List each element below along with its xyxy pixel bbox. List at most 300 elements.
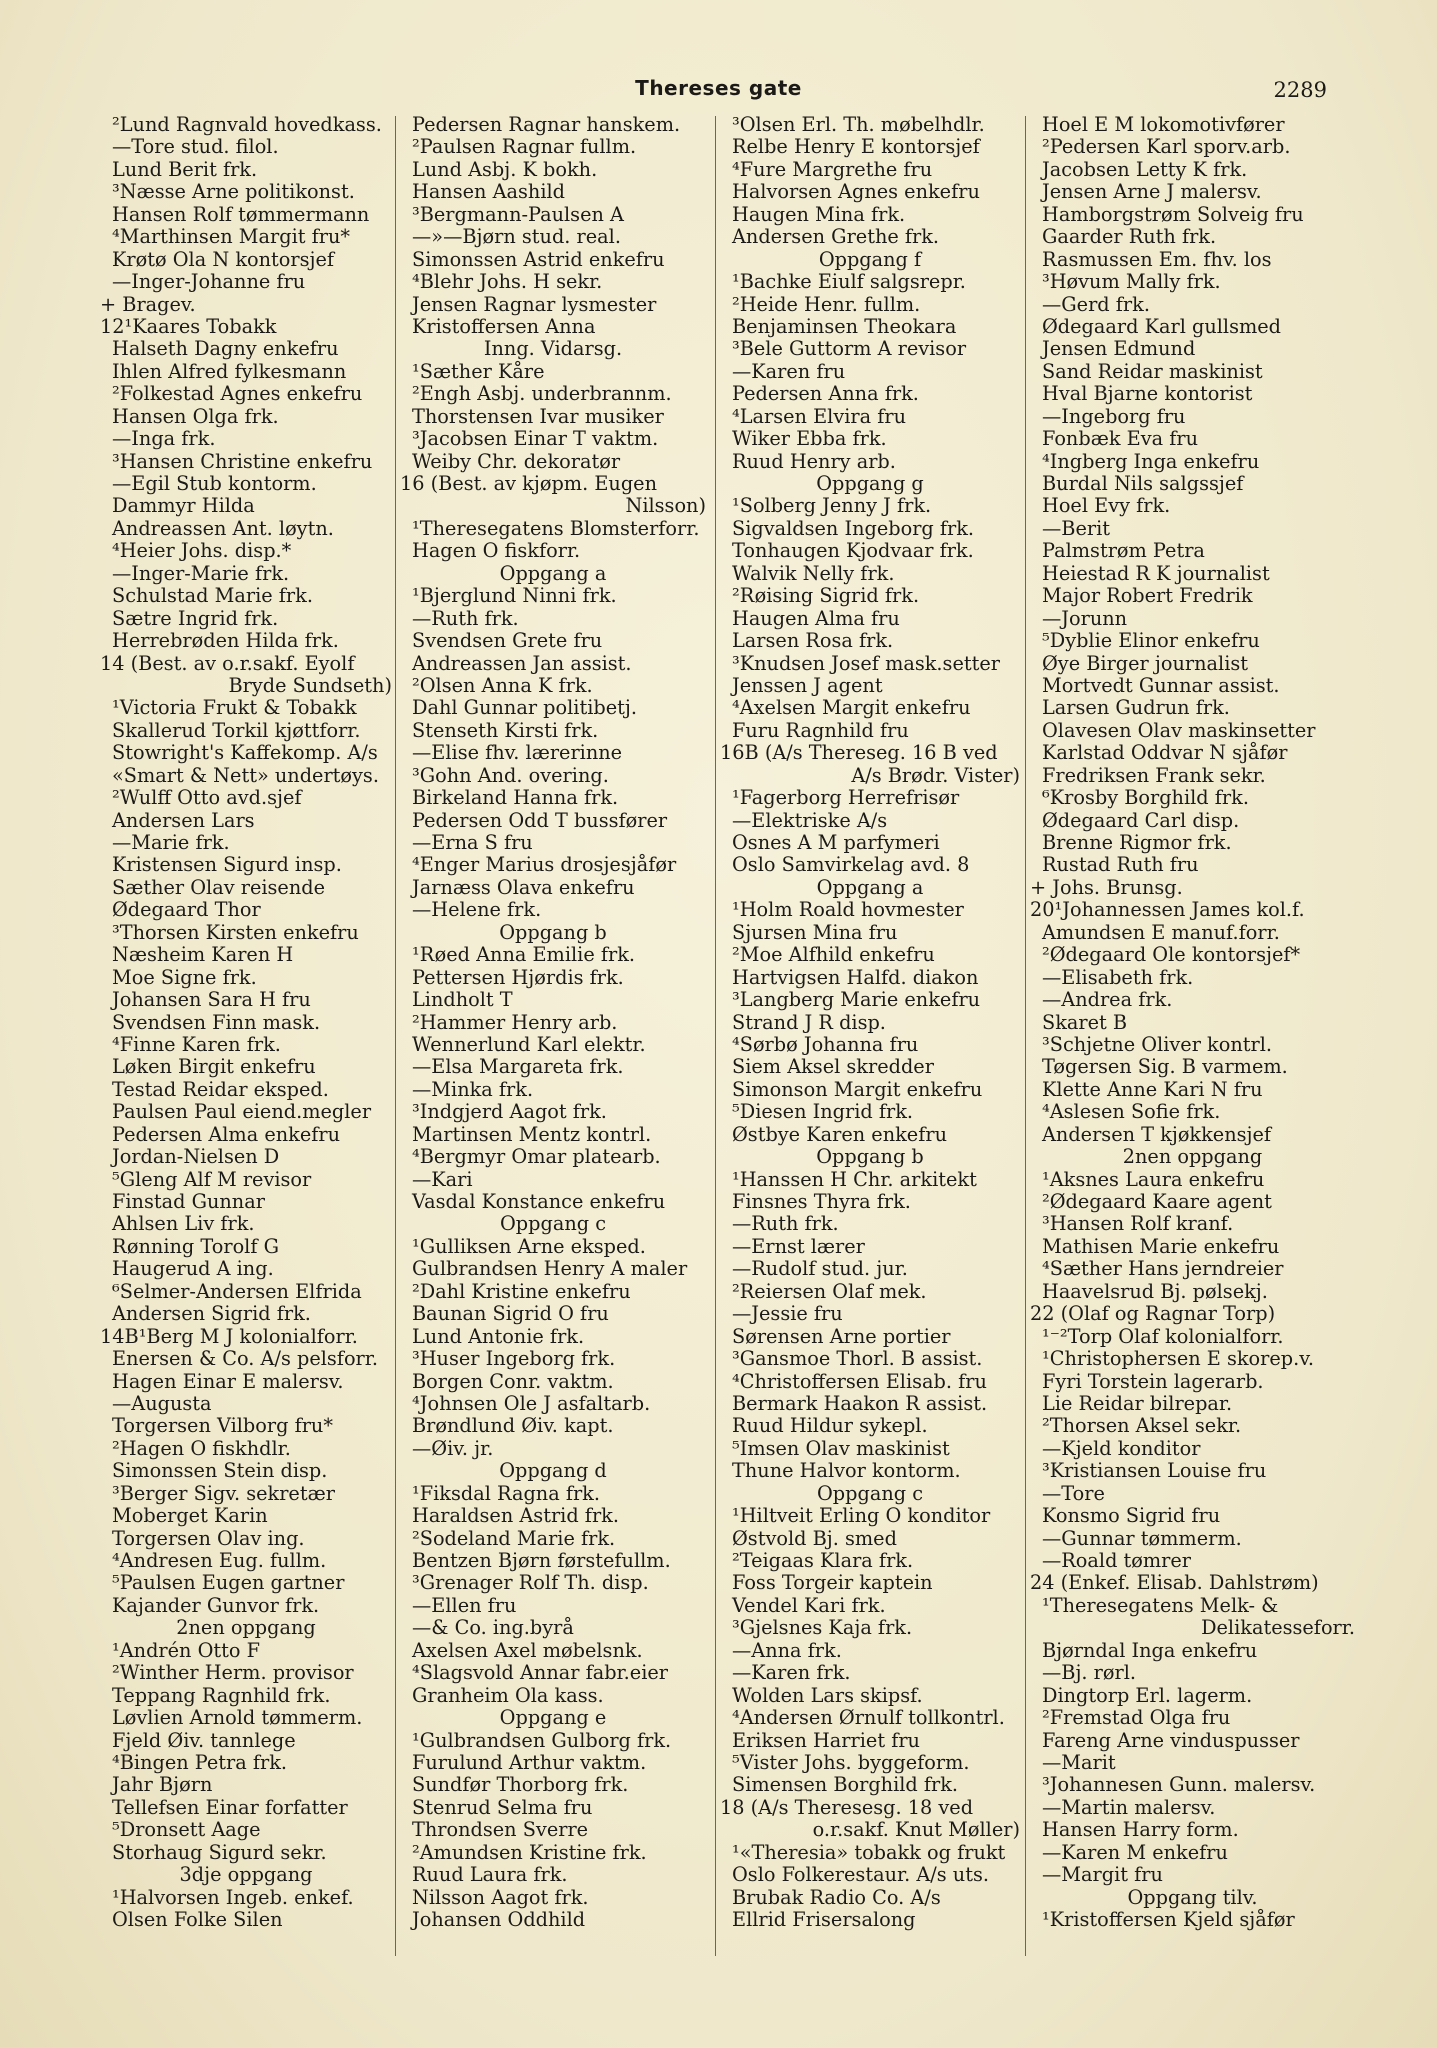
directory-entry: Nilsson Aagot frk.	[412, 1885, 589, 1909]
directory-entry: ³Grenager Rolf Th. disp.	[412, 1571, 649, 1595]
directory-entry: Nilsson)	[625, 494, 706, 518]
directory-entry: Hansen Aashild	[412, 180, 565, 204]
directory-entry: 12¹Kaares Tobakk	[100, 314, 277, 338]
directory-entry: Wiker Ebba frk.	[732, 427, 887, 451]
directory-entry: Rønning Torolf G	[112, 1234, 280, 1258]
directory-entry: ³Hansen Rolf kranf.	[1042, 1212, 1234, 1236]
directory-entry: Brubak Radio Co. A/s	[732, 1885, 941, 1909]
directory-entry: ¹Theresegatens Melk- &	[1042, 1593, 1279, 1617]
directory-entry: Oslo Samvirkelag avd. 8	[732, 853, 970, 877]
directory-entry: ¹Solberg Jenny J frk.	[732, 494, 932, 518]
directory-entry: Oppgang f	[818, 247, 922, 271]
directory-entry: Pedersen Alma enkefru	[112, 1122, 341, 1146]
directory-entry: Teppang Ragnhild frk.	[112, 1683, 331, 1707]
directory-entry: Hansen Olga frk.	[112, 404, 279, 428]
directory-entry: ¹⁻²Torp Olaf kolonialforr.	[1042, 1324, 1284, 1348]
directory-entry: ³Langberg Marie enkefru	[732, 988, 981, 1012]
directory-entry: Oppgang d	[499, 1459, 607, 1483]
directory-entry: —Martin malersv.	[1042, 1795, 1216, 1819]
directory-entry: Jenssen J agent	[732, 673, 883, 697]
directory-entry: Furulund Arthur vaktm.	[412, 1750, 647, 1774]
page-title: Thereses gate	[635, 76, 802, 100]
directory-entry: Bermark Haakon R assist.	[732, 1391, 988, 1415]
directory-entry: Stenrud Selma fru	[412, 1795, 593, 1819]
directory-entry: ⁶Krosby Borghild frk.	[1042, 786, 1249, 810]
directory-entry: ⁴Axelsen Margit enkefru	[732, 696, 971, 720]
directory-entry: Pedersen Ragnar hanskem.	[412, 114, 681, 136]
directory-entry: ³Schjetne Oliver kontrl.	[1042, 1032, 1273, 1056]
page-number: 2289	[1273, 78, 1327, 102]
directory-entry: —Elsa Margareta frk.	[412, 1055, 624, 1079]
directory-entry: ²Winther Herm. provisor	[112, 1661, 354, 1685]
directory-entry: ³Gjelsnes Kaja frk.	[732, 1616, 913, 1640]
directory-entry: Ahlsen Liv frk.	[112, 1212, 255, 1236]
directory-entry: Thorstensen Ivar musiker	[412, 404, 664, 428]
directory-entry: Weiby Chr. dekoratør	[412, 449, 621, 473]
directory-entry: ⁴Slagsvold Annar fabr.eier	[412, 1661, 668, 1685]
directory-entry: ⁴Blehr Johs. H sekr.	[412, 270, 603, 294]
directory-entry: Foss Torgeir kaptein	[732, 1571, 933, 1595]
directory-entry: 3dje oppgang	[179, 1863, 313, 1887]
directory-entry: Kristensen Sigurd insp.	[112, 853, 342, 877]
directory-entry: Andersen Grethe frk.	[732, 225, 940, 249]
directory-entry: Haavelsrud Bj. pølsekj.	[1042, 1279, 1268, 1303]
directory-entry: ⁵Dronsett Aage	[112, 1818, 261, 1842]
directory-entry: ²Hammer Henry arb.	[412, 1010, 618, 1034]
directory-entry: Fareng Arne vinduspusser	[1042, 1728, 1300, 1752]
directory-entry: Gaarder Ruth frk.	[1042, 225, 1217, 249]
directory-entry: Haugen Mina frk.	[732, 202, 906, 226]
directory-entry: Amundsen E manuf.forr.	[1042, 920, 1280, 944]
directory-entry: ⁵Imsen Olav maskinist	[732, 1436, 950, 1460]
directory-entry: Granheim Ola kass.	[412, 1683, 604, 1707]
directory-entry: ⁴Andersen Ørnulf tollkontrl.	[732, 1706, 1005, 1730]
directory-entry: 2nen oppgang	[1122, 1145, 1263, 1169]
directory-entry: —Egil Stub kontorm.	[112, 472, 317, 495]
directory-entry: Ruud Henry arb.	[732, 449, 896, 473]
directory-entry: Hagen Einar E malersv.	[112, 1369, 344, 1393]
directory-entry: Vendel Kari frk.	[732, 1593, 886, 1617]
directory-entry: Løvlien Arnold tømmerm.	[112, 1706, 363, 1730]
directory-entry: ³Kristiansen Louise fru	[1042, 1459, 1267, 1483]
directory-entry: ²Teigaas Klara frk.	[732, 1549, 914, 1572]
directory-entry: —Elektriske A/s	[732, 808, 888, 832]
directory-entry: Fonbæk Eva fru	[1042, 427, 1198, 451]
directory-entry: Inng. Vidarsg.	[483, 337, 623, 361]
directory-entry: Olsen Folke Silen	[112, 1908, 283, 1931]
directory-entry: —Roald tømrer	[1042, 1549, 1192, 1572]
directory-entry: ²Sodeland Marie frk.	[412, 1526, 616, 1550]
directory-entry: —Helene frk.	[412, 898, 542, 922]
directory-entry: ³Olsen Erl. Th. møbelhdlr.	[732, 114, 985, 136]
directory-entry: ²Paulsen Ragnar fullm.	[412, 135, 637, 159]
directory-entry: Rasmussen Em. fhv. los	[1042, 247, 1272, 271]
column-4	[1030, 114, 1355, 1959]
directory-entry: o.r.sakf. Knut Møller)	[812, 1818, 1020, 1842]
directory-entry: Næsheim Karen H	[112, 943, 294, 967]
directory-entry: Ruud Hildur sykepl.	[732, 1414, 928, 1438]
directory-entry: —Karen M enkefru	[1042, 1840, 1228, 1864]
directory-entry: Pettersen Hjørdis frk.	[412, 965, 624, 989]
directory-entry: Sørensen Arne portier	[732, 1324, 951, 1348]
directory-entry: Simonson Margit enkefru	[732, 1077, 983, 1101]
directory-entry: —Inga frk.	[112, 427, 216, 451]
directory-entry: 14B¹Berg M J kolonialforr.	[100, 1324, 358, 1348]
directory-entry: Sigvaldsen Ingeborg frk.	[732, 516, 975, 540]
directory-entry: —Gerd frk.	[1042, 292, 1150, 316]
directory-entry: Konsmo Sigrid fru	[1042, 1504, 1221, 1528]
column-3	[720, 114, 1020, 1959]
directory-entry: Oppgang tilv.	[1127, 1885, 1258, 1909]
directory-columns	[100, 114, 1355, 1959]
directory-entry: ³Johannesen Gunn. malersv.	[1042, 1773, 1316, 1797]
directory-entry: ¹Hanssen H Chr. arkitekt	[732, 1167, 977, 1191]
directory-entry: Larsen Gudrun frk.	[1042, 696, 1230, 720]
directory-entry: Jarnæss Olava enkefru	[412, 875, 635, 899]
directory-entry: Wennerlund Karl elektr.	[412, 1032, 646, 1056]
directory-entry: Oslo Folkerestaur. A/s uts.	[732, 1863, 989, 1887]
directory-entry: Hansen Harry form.	[1042, 1818, 1239, 1842]
directory-entry: ⁴Aslesen Sofie frk.	[1042, 1100, 1221, 1124]
directory-entry: —& Co. ing.byrå	[412, 1616, 574, 1640]
directory-entry: Hoel Evy frk.	[1042, 494, 1171, 518]
directory-entry: —Marie frk.	[112, 831, 230, 854]
directory-entry: Hansen Rolf tømmermann	[112, 202, 370, 226]
directory-entry: Relbe Henry E kontorsjef	[732, 135, 980, 159]
directory-entry: Lie Reidar bilrepar.	[1042, 1391, 1233, 1415]
directory-entry: —Øiv. jr.	[412, 1436, 494, 1460]
directory-entry: 16 (Best. av kjøpm. Eugen	[400, 472, 658, 495]
directory-entry: ²Ødegaard Ole kontorsjef*	[1042, 943, 1301, 967]
directory-entry: —Elise fhv. lærerinne	[412, 741, 623, 765]
column-2	[400, 114, 706, 1959]
directory-entry: Jensen Edmund	[1042, 337, 1196, 361]
directory-entry: ⁴Bingen Petra frk.	[112, 1750, 288, 1774]
directory-entry: Skaret B	[1042, 1010, 1128, 1034]
directory-entry: ²Wulff Otto avd.sjef	[112, 786, 302, 810]
directory-entry: ²Heide Henr. fullm.	[732, 292, 921, 316]
directory-entry: ¹Halvorsen Ingeb. enkef.	[112, 1885, 354, 1909]
directory-entry: Lund Berit frk.	[112, 157, 258, 181]
directory-entry: Schulstad Marie frk.	[112, 584, 313, 608]
directory-entry: Hamborgstrøm Solveig fru	[1042, 202, 1304, 226]
directory-entry: Oppgang b	[816, 1145, 924, 1169]
directory-entry: ³Høvum Mally frk.	[1042, 270, 1221, 294]
directory-entry: ⁴Ingberg Inga enkefru	[1042, 449, 1260, 473]
directory-entry: Svendsen Grete fru	[412, 629, 603, 653]
directory-entry: —Anna frk.	[732, 1638, 842, 1662]
directory-entry: Jahr Bjørn	[112, 1773, 213, 1797]
directory-entry: A/s Brødr. Vister)	[851, 763, 1020, 787]
directory-entry: Axelsen Axel møbelsnk.	[412, 1638, 643, 1662]
directory-entry: —Ernst lærer	[732, 1234, 865, 1258]
directory-entry: Jensen Ragnar lysmester	[412, 292, 657, 316]
directory-entry: ²Amundsen Kristine frk.	[412, 1840, 647, 1864]
directory-entry: ³Indgjerd Aagot frk.	[412, 1100, 607, 1124]
directory-entry: ⁴Bergmyr Omar platearb.	[412, 1145, 661, 1169]
directory-entry: ⁵Paulsen Eugen gartner	[112, 1571, 345, 1595]
directory-entry: —Andrea frk.	[1042, 988, 1173, 1012]
directory-entry: ⁴Heier Johs. disp.*	[112, 539, 292, 563]
directory-entry: Finsnes Thyra frk.	[732, 1190, 911, 1213]
directory-entry: Tøgersen Sig. B varmem.	[1042, 1055, 1288, 1079]
directory-entry: —Karen frk.	[732, 1661, 851, 1685]
directory-entry: Birkeland Hanna frk.	[412, 786, 619, 810]
directory-entry: ²Lund Ragnvald hovedkass.	[112, 114, 382, 136]
directory-entry: Løken Birgit enkefru	[112, 1055, 316, 1079]
directory-entry: Hartvigsen Halfd. diakon	[732, 965, 979, 989]
directory-entry: —Ingeborg fru	[1042, 404, 1186, 428]
directory-entry: —»—Bjørn stud. real.	[412, 225, 621, 249]
directory-entry: ⁵Dyblie Elinor enkefru	[1042, 629, 1260, 653]
directory-entry: Delikatesseforr.	[1201, 1616, 1355, 1640]
directory-entry: Lindholt T	[412, 988, 513, 1012]
directory-entry: Lund Asbj. K bokh.	[412, 157, 598, 181]
directory-entry: ⁴Fure Margrethe fru	[732, 157, 933, 181]
directory-entry: ³Bergmann-Paulsen A	[412, 202, 624, 226]
directory-entry: ³Huser Ingeborg frk.	[412, 1347, 616, 1371]
directory-entry: —Karen fru	[732, 359, 846, 383]
directory-entry: ¹Fiksdal Ragna frk.	[412, 1481, 600, 1505]
directory-entry: ⁵Gleng Alf M revisor	[112, 1167, 312, 1191]
directory-entry: ¹«Theresia» tobakk og frukt	[732, 1840, 1006, 1864]
directory-entry: Oppgang c	[816, 1481, 924, 1505]
directory-entry: ¹Fagerborg Herrefrisør	[732, 786, 960, 810]
directory-entry: Mortvedt Gunnar assist.	[1042, 673, 1280, 697]
directory-entry: Tellefsen Einar forfatter	[112, 1795, 348, 1819]
directory-entry: Andreassen Ant. løytn.	[112, 516, 334, 540]
directory-entry: Ruud Laura frk.	[412, 1863, 568, 1887]
directory-entry: —Jessie fru	[732, 1302, 843, 1326]
directory-entry: Jensen Arne J malersv.	[1042, 180, 1262, 204]
directory-entry: ¹Sæther Kåre	[412, 359, 545, 383]
directory-entry: ¹Holm Roald hovmester	[732, 898, 964, 922]
directory-entry: Ødegaard Carl disp.	[1042, 808, 1240, 832]
directory-entry: Dahl Gunnar politibetj.	[412, 696, 637, 720]
directory-entry: Moe Signe frk.	[112, 965, 257, 989]
directory-entry: Simensen Borghild frk.	[732, 1773, 959, 1797]
directory-entry: —Tore stud. filol.	[112, 135, 279, 159]
directory-entry: —Bj. rørl.	[1042, 1661, 1137, 1685]
directory-entry: ³Berger Sigv. sekretær	[112, 1481, 335, 1505]
directory-entry: ⁴Enger Marius drosjesjåfør	[412, 853, 677, 877]
directory-entry: Jacobsen Letty K frk.	[1042, 157, 1248, 181]
directory-entry: Johansen Sara H fru	[112, 988, 311, 1012]
directory-entry: Torgersen Vilborg fru*	[112, 1414, 333, 1438]
directory-entry: ¹Christophersen E skorep.v.	[1042, 1347, 1314, 1371]
directory-entry: Hval Bjarne kontorist	[1042, 382, 1253, 406]
directory-entry: Skallerud Torkil kjøttforr.	[112, 718, 361, 742]
directory-entry: —Ruth frk.	[732, 1212, 839, 1236]
directory-entry: Krøtø Ola N kontorsjef	[112, 247, 335, 271]
directory-entry: —Margit fru	[1042, 1863, 1163, 1887]
directory-entry: —Kjeld konditor	[1042, 1436, 1201, 1460]
directory-entry: Andreassen Jan assist.	[412, 651, 632, 675]
directory-entry: ²Fremstad Olga fru	[1042, 1706, 1231, 1730]
directory-entry: ²Røising Sigrid frk.	[732, 584, 920, 608]
directory-entry: 2nen oppgang	[176, 1616, 316, 1640]
directory-entry: Simonssen Stein disp.	[112, 1459, 328, 1483]
directory-entry: Sjursen Mina fru	[732, 920, 898, 944]
directory-entry: —Jorunn	[1042, 606, 1128, 630]
directory-entry: Østbye Karen enkefru	[732, 1122, 947, 1146]
directory-entry: ²Thorsen Aksel sekr.	[1042, 1414, 1242, 1438]
directory-entry: Sand Reidar maskinist	[1042, 359, 1263, 383]
directory-entry: ⁴Sæther Hans jerndreier	[1042, 1257, 1284, 1281]
directory-entry: Simonssen Astrid enkefru	[412, 247, 665, 271]
directory-entry: + Johs. Brunsg.	[1030, 875, 1183, 899]
directory-entry: ³Gohn And. overing.	[412, 763, 609, 787]
directory-entry: —Gunnar tømmerm.	[1042, 1526, 1242, 1550]
directory-entry: ¹Gulliksen Arne eksped.	[412, 1234, 646, 1258]
directory-entry: —Rudolf stud. jur.	[732, 1257, 908, 1281]
directory-entry: Fyri Torstein lagerarb.	[1042, 1369, 1264, 1393]
directory-entry: Heiestad R K journalist	[1042, 561, 1270, 585]
directory-entry: Thune Halvor kontorm.	[732, 1459, 961, 1483]
directory-entry: Lund Antonie frk.	[412, 1324, 585, 1348]
directory-entry: Pedersen Anna frk.	[732, 382, 919, 406]
directory-entry: —Ruth frk.	[412, 606, 519, 630]
directory-entry: Halseth Dagny enkefru	[112, 337, 339, 361]
directory-entry: ³Jacobsen Einar T vaktm.	[412, 427, 659, 451]
directory-entry: Østvold Bj. smed	[732, 1526, 897, 1550]
directory-entry: Mathisen Marie enkefru	[1042, 1234, 1280, 1258]
directory-entry: ⁴Sørbø Johanna fru	[732, 1032, 919, 1056]
directory-entry: Testad Reidar eksped.	[112, 1077, 329, 1101]
directory-entry: Paulsen Paul eiend.megler	[112, 1100, 372, 1124]
directory-entry: —Marit	[1042, 1750, 1116, 1774]
directory-entry: —Augusta	[112, 1391, 212, 1415]
directory-entry: Stowright's Kaffekomp. A/s	[112, 741, 378, 765]
directory-entry: Ødegaard Thor	[112, 898, 261, 922]
directory-entry: Haugerud A ing.	[112, 1257, 274, 1281]
directory-entry: Walvik Nelly frk.	[732, 561, 895, 585]
directory-entry: Andersen Sigrid frk.	[112, 1302, 311, 1326]
directory-entry: Pedersen Odd T bussfører	[412, 808, 668, 832]
directory-entry: Oppgang a	[499, 561, 607, 585]
directory-entry: ¹Andrén Otto F	[112, 1638, 261, 1662]
directory-entry: Jordan-Nielsen D	[112, 1145, 280, 1169]
directory-entry: —Elisabeth frk.	[1042, 965, 1194, 989]
directory-entry: Brenne Rigmor frk.	[1042, 831, 1232, 854]
directory-entry: Ødegaard Karl gullsmed	[1042, 314, 1282, 338]
directory-entry: Svendsen Finn mask.	[112, 1010, 321, 1034]
directory-entry: Burdal Nils salgssjef	[1042, 472, 1244, 495]
directory-entry: —Ellen fru	[412, 1593, 517, 1617]
directory-entry: Haugen Alma fru	[732, 606, 900, 630]
directory-entry: ⁴Finne Karen frk.	[112, 1032, 281, 1056]
directory-entry: Sæther Olav reisende	[112, 875, 326, 899]
directory-entry: ¹Kristoffersen Kjeld sjåfør	[1042, 1908, 1295, 1931]
directory-entry: Finstad Gunnar	[112, 1190, 265, 1213]
directory-entry: 18 (A/s Theresesg. 18 ved	[720, 1795, 974, 1819]
directory-entry: ⁴Johnsen Ole J asfaltarb.	[412, 1391, 651, 1415]
directory-entry: 14 (Best. av o.r.sakf. Eyolf	[100, 651, 355, 675]
directory-entry: ³Gansmoe Thorl. B assist.	[732, 1347, 983, 1371]
directory-entry: Klette Anne Kari N fru	[1042, 1077, 1263, 1101]
directory-entry: Brøndlund Øiv. kapt.	[412, 1414, 614, 1438]
directory-entry: —Tore	[1042, 1481, 1105, 1505]
directory-entry: ²Dahl Kristine enkefru	[412, 1279, 631, 1303]
directory-entry: Øye Birger journalist	[1042, 651, 1249, 675]
directory-entry: Throndsen Sverre	[412, 1818, 589, 1842]
directory-entry: ¹Bachke Eiulf salgsrepr.	[732, 270, 966, 294]
directory-entry: Halvorsen Agnes enkefru	[732, 180, 980, 204]
directory-entry: Bentzen Bjørn førstefullm.	[412, 1549, 671, 1572]
directory-entry: Storhaug Sigurd sekr.	[112, 1840, 327, 1864]
directory-entry: Martinsen Mentz kontrl.	[412, 1122, 652, 1146]
directory-entry: ³Knudsen Josef mask.setter	[732, 651, 1000, 675]
directory-entry: Hagen O fiskforr.	[412, 539, 581, 563]
directory-entry: 16B (A/s Thereseg. 16 B ved	[720, 741, 998, 765]
directory-entry: ⁵Vister Johs. byggeform.	[732, 1750, 970, 1774]
directory-entry: Strand J R disp.	[732, 1010, 886, 1034]
directory-entry: Wolden Lars skipsf.	[732, 1683, 923, 1707]
directory-entry: ³Bele Guttorm A revisor	[732, 337, 967, 361]
directory-entry: —Berit	[1042, 516, 1110, 540]
directory-entry: Johansen Oddhild	[412, 1908, 586, 1931]
directory-entry: ⁴Christoffersen Elisab. fru	[732, 1369, 987, 1393]
directory-entry: ¹Aksnes Laura enkefru	[1042, 1167, 1265, 1191]
directory-entry: Karlstad Oddvar N sjåfør	[1042, 741, 1288, 765]
directory-entry: —Kari	[412, 1167, 473, 1191]
directory-entry: ²Reiersen Olaf mek.	[732, 1279, 927, 1303]
directory-entry: —Erna S fru	[412, 831, 533, 854]
directory-entry: Gulbrandsen Henry A maler	[412, 1257, 688, 1281]
directory-entry: Andersen Lars	[112, 808, 255, 832]
directory-entry: ³Hansen Christine enkefru	[112, 449, 373, 473]
directory-entry: Oppgang e	[499, 1706, 607, 1730]
directory-entry: Baunan Sigrid O fru	[412, 1302, 609, 1326]
directory-entry: ²Folkestad Agnes enkefru	[112, 382, 363, 406]
directory-entry: Major Robert Fredrik	[1042, 584, 1253, 608]
directory-entry: Olavesen Olav maskinsetter	[1042, 718, 1316, 742]
column-1	[100, 114, 392, 1959]
directory-entry: + Bragev.	[100, 292, 196, 316]
directory-entry: —Minka frk.	[412, 1077, 534, 1101]
directory-entry: ¹Bjerglund Ninni frk.	[412, 584, 617, 608]
directory-entry: Borgen Conr. vaktm.	[412, 1369, 614, 1393]
directory-entry: Dingtorp Erl. lagerm.	[1042, 1683, 1253, 1707]
directory-entry: Sundfør Thorborg frk.	[412, 1773, 629, 1797]
directory-entry: Vasdal Konstance enkefru	[412, 1190, 666, 1213]
directory-entry: Oppgang g	[816, 472, 924, 495]
directory-entry: ⁴Andresen Eug. fullm.	[112, 1549, 327, 1572]
directory-entry: Fredriksen Frank sekr.	[1042, 763, 1266, 787]
directory-entry: Torgersen Olav ing.	[112, 1526, 305, 1550]
directory-entry: Moberget Karin	[112, 1504, 268, 1528]
directory-entry: 22 (Olaf og Ragnar Torp)	[1030, 1302, 1276, 1326]
directory-entry: Enersen & Co. A/s pelsforr.	[112, 1347, 378, 1371]
directory-entry: Oppgang c	[499, 1212, 607, 1236]
directory-entry: ²Engh Asbj. underbrannm.	[412, 382, 672, 406]
directory-entry: Bjørndal Inga enkefru	[1042, 1638, 1258, 1662]
directory-entry: Siem Aksel skredder	[732, 1055, 934, 1079]
directory-entry: Hoel E M lokomotivfører	[1042, 114, 1285, 136]
directory-entry: Ihlen Alfred fylkesmann	[112, 359, 347, 383]
directory-entry: ¹Røed Anna Emilie frk.	[412, 943, 636, 967]
directory-entry: Osnes A M parfymeri	[732, 831, 940, 854]
directory-entry: 24 (Enkef. Elisab. Dahlstrøm)	[1030, 1571, 1319, 1595]
directory-entry: ³Thorsen Kirsten enkefru	[112, 920, 359, 944]
directory-entry: Andersen T kjøkkensjef	[1042, 1122, 1272, 1146]
directory-entry: 20¹Johannessen James kol.f.	[1030, 898, 1305, 922]
directory-entry: ⁶Selmer-Andersen Elfrida	[112, 1279, 362, 1303]
directory-entry: Oppgang b	[499, 920, 607, 944]
directory-entry: ⁵Diesen Ingrid frk.	[732, 1100, 914, 1124]
directory-entry: Kajander Gunvor frk.	[112, 1593, 320, 1617]
directory-entry: Rustad Ruth fru	[1042, 853, 1199, 877]
